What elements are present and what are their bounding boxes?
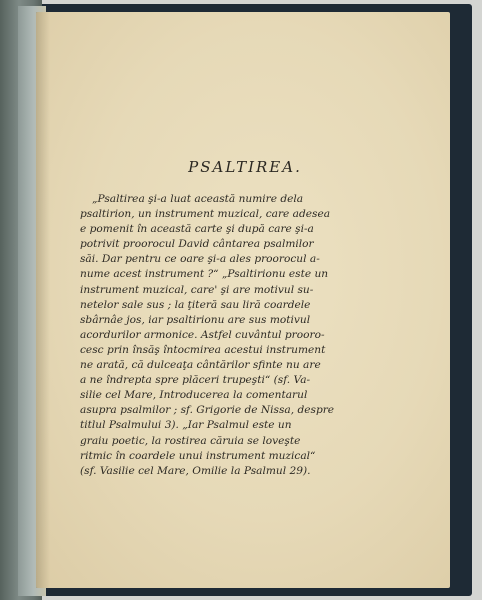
text-line: graiu poetic, la rostirea căruia se loveşte: [80, 434, 301, 447]
text-line: silie cel Mare, Introducerea la comentarul: [80, 389, 308, 402]
page-text-block: [80, 158, 400, 479]
text-line: cesc prin însăş întocmirea acestui instrument: [80, 343, 326, 356]
text-line: potrivit proorocul David cântarea psalmilor: [80, 238, 314, 251]
text-line: ritmic în coardele unui instrument muzical“: [80, 449, 316, 462]
text-line: acordurilor armonice. Astfel cuvântul prooro-: [80, 328, 325, 341]
text-line: titlul Psalmului 3). „Iar Psalmul este un: [80, 419, 292, 432]
text-line: asupra psalmilor ; sf. Grigorie de Nissa, despre: [80, 404, 335, 417]
text-line: (sf. Vasilie cel Mare, Omilie la Psalmul 29).: [80, 464, 311, 477]
text-line: ne arată, că dulceaţa cântărilor sfinte nu are: [80, 359, 321, 372]
text-line: nume acest instrument ?“ „Psaltirionu este un: [80, 268, 329, 281]
text-line: psaltirion, un instrument muzical, care adesea: [80, 208, 331, 221]
text-line: a ne îndrepta spre plăceri trupeşti“ (sf. Va-: [80, 374, 311, 387]
text-line: săi. Dar pentru ce oare şi-a ales proorocul a-: [80, 253, 320, 266]
page-heading: PSALTIREA.: [188, 158, 302, 176]
text-line: „Psaltirea şi-a luat această numire dela: [92, 193, 304, 205]
text-line: netelor sale sus ; la ţiteră sau liră coardele: [80, 298, 311, 311]
text-line: sbârnâe jos, iar psaltirionu are sus motivul: [80, 313, 311, 326]
page-gutter-shadow: [36, 12, 50, 588]
text-line: e pomenit în această carte şi după care şi-a: [80, 223, 314, 236]
text-line: instrument muzical, care' şi are motivul su-: [80, 283, 314, 296]
